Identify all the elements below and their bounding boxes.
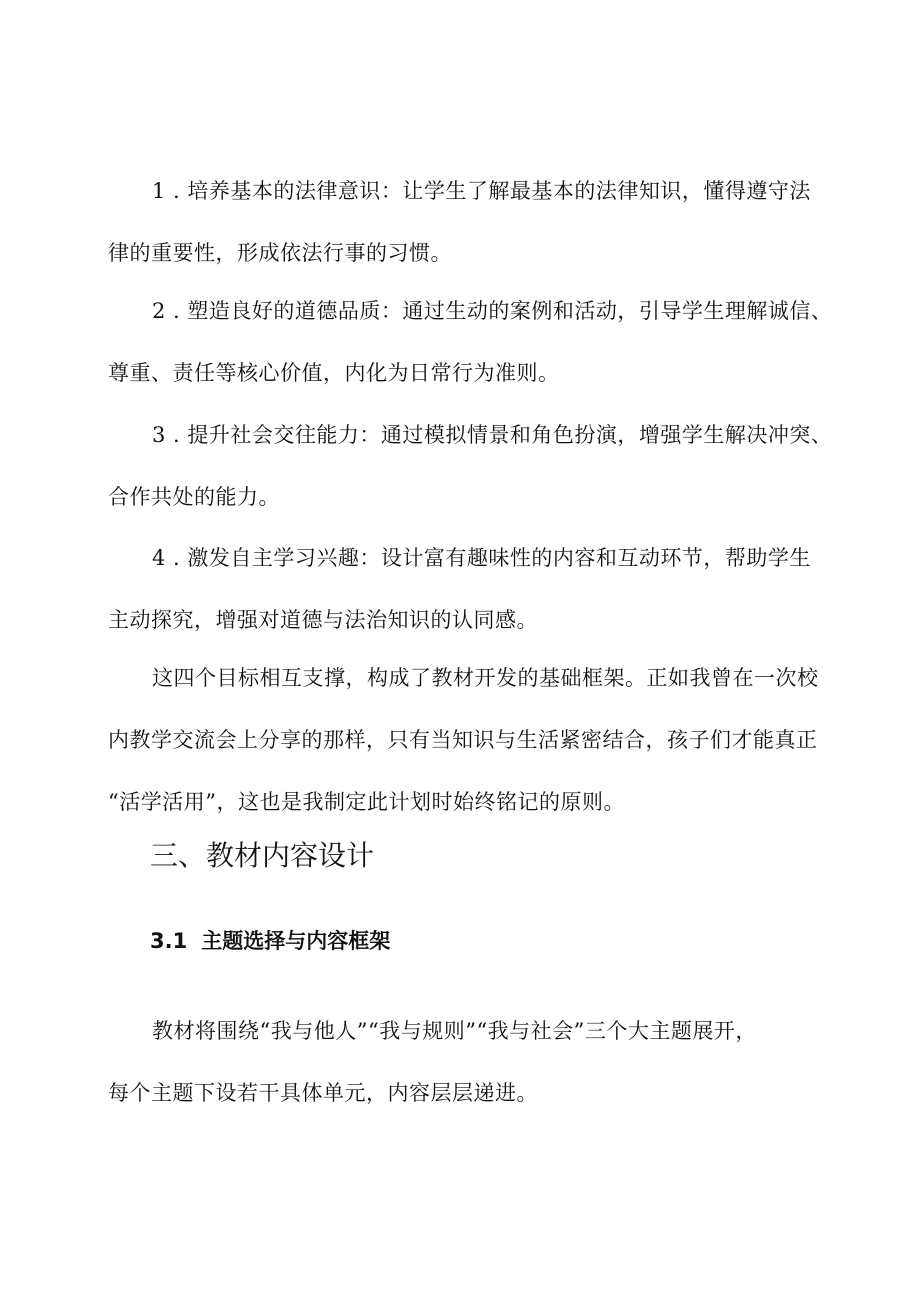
subsection-number: 3.1 xyxy=(150,929,188,953)
goal-2-line-1: 2 . 塑造良好的道德品质：通过生动的案例和活动，引导学生理解诚信、 xyxy=(152,299,833,323)
goal-1-line-2: 律的重要性，形成依法行事的习惯。 xyxy=(108,241,452,265)
summary-line-2: 内教学交流会上分享的那样，只有当知识与生活紧密结合，孩子们才能真正 xyxy=(108,728,818,752)
intro-line-2: 每个主题下设若干具体单元，内容层层递进。 xyxy=(108,1081,538,1105)
summary-paragraph xyxy=(108,647,823,833)
goal-2-line-2: 尊重、责任等核心价值，内化为日常行为准则。 xyxy=(108,361,560,385)
goal-paragraph-3 xyxy=(108,404,833,528)
goal-4-line-1: 4 . 激发自主学习兴趣：设计富有趣味性的内容和互动环节，帮助学生 xyxy=(152,546,811,570)
section-heading: 三、教材内容设计 xyxy=(150,839,375,872)
goal-paragraph-2 xyxy=(108,280,833,404)
summary-line-3: “活学活用”，这也是我制定此计划时始终铭记的原则。 xyxy=(108,790,625,814)
intro-line-1: 教材将围绕“我与他人”“我与规则”“我与社会”三个大主题展开， xyxy=(152,1019,757,1043)
goal-3-line-1: 3 . 提升社会交往能力：通过模拟情景和角色扮演，增强学生解决冲突、 xyxy=(152,423,833,447)
goal-4-line-2: 主动探究，增强对道德与法治知识的认同感。 xyxy=(108,608,538,632)
goal-paragraph-1 xyxy=(108,160,823,284)
goal-1-line-1: 1 . 培养基本的法律意识：让学生了解最基本的法律知识，懂得遵守法 xyxy=(152,179,811,203)
subsection-heading xyxy=(150,915,390,967)
goal-3-line-2: 合作共处的能力。 xyxy=(108,485,280,509)
subsection-title: 主题选择与内容框架 xyxy=(201,929,391,953)
summary-line-1: 这四个目标相互支撑，构成了教材开发的基础框架。正如我曾在一次校 xyxy=(152,666,819,690)
goal-paragraph-4 xyxy=(108,527,823,651)
intro-paragraph xyxy=(108,1000,823,1124)
